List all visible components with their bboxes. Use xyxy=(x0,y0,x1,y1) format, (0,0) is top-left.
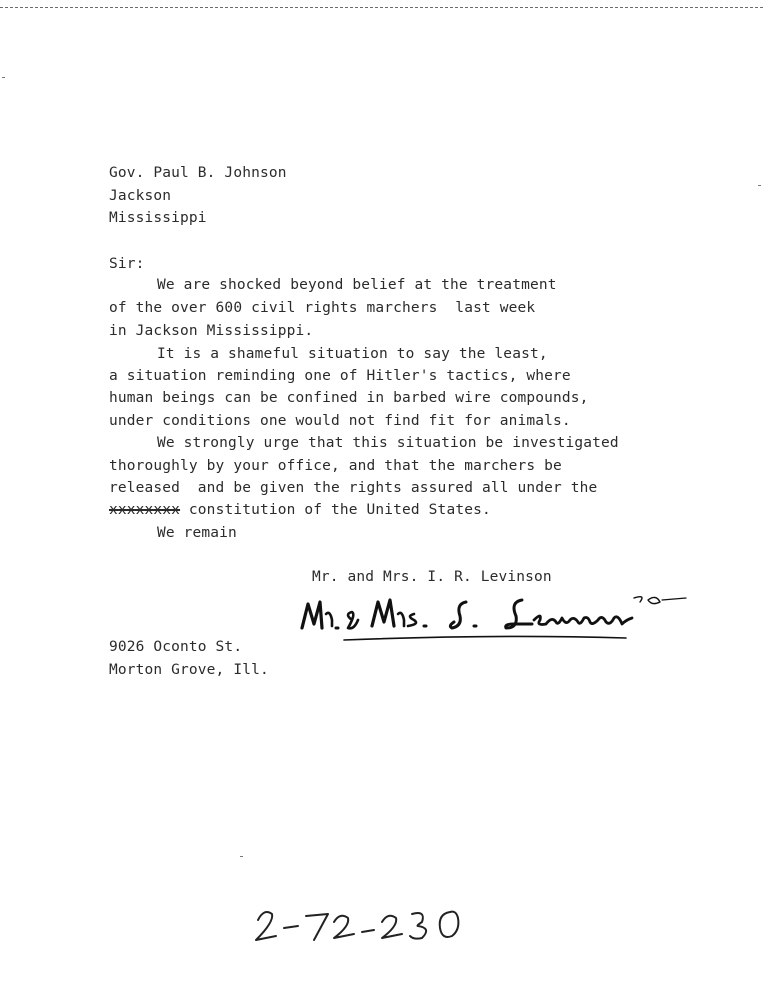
struck-out-word: xxxxxxxx xyxy=(109,502,181,518)
scan-speck xyxy=(2,77,5,78)
handwritten-signature xyxy=(296,590,716,650)
salutation: Sir: xyxy=(109,256,145,272)
body-line: It is a shameful situation to say the least, xyxy=(157,346,548,362)
typed-signature: Mr. and Mrs. I. R. Levinson xyxy=(312,569,552,585)
body-line: We are shocked beyond belief at the treatment xyxy=(157,277,557,293)
body-line: human beings can be confined in barbed wire compounds, xyxy=(109,390,589,406)
body-line: thoroughly by your office, and that the marchers be xyxy=(109,458,562,474)
body-line: of the over 600 civil rights marchers last week xyxy=(109,300,536,316)
body-line: a situation reminding one of Hitler's tactics, where xyxy=(109,368,571,384)
body-line: We strongly urge that this situation be investigated xyxy=(157,435,619,451)
body-line: released and be given the rights assured all under the xyxy=(109,480,598,496)
recipient-city: Jackson xyxy=(109,188,172,204)
page-top-edge xyxy=(0,0,763,8)
recipient-state: Mississippi xyxy=(109,210,207,226)
body-line: in Jackson Mississippi. xyxy=(109,323,314,339)
closing: We remain xyxy=(157,525,237,541)
scan-speck xyxy=(758,185,761,186)
recipient-name: Gov. Paul B. Johnson xyxy=(109,165,287,181)
body-line: under conditions one would not find fit for animals. xyxy=(109,413,571,429)
scan-speck xyxy=(240,856,243,857)
handwritten-file-number xyxy=(250,900,490,950)
body-line xyxy=(109,501,491,519)
return-street: 9026 Oconto St. xyxy=(109,639,243,655)
return-city: Morton Grove, Ill. xyxy=(109,662,269,678)
body-line-rest: constitution of the United States. xyxy=(180,502,491,518)
